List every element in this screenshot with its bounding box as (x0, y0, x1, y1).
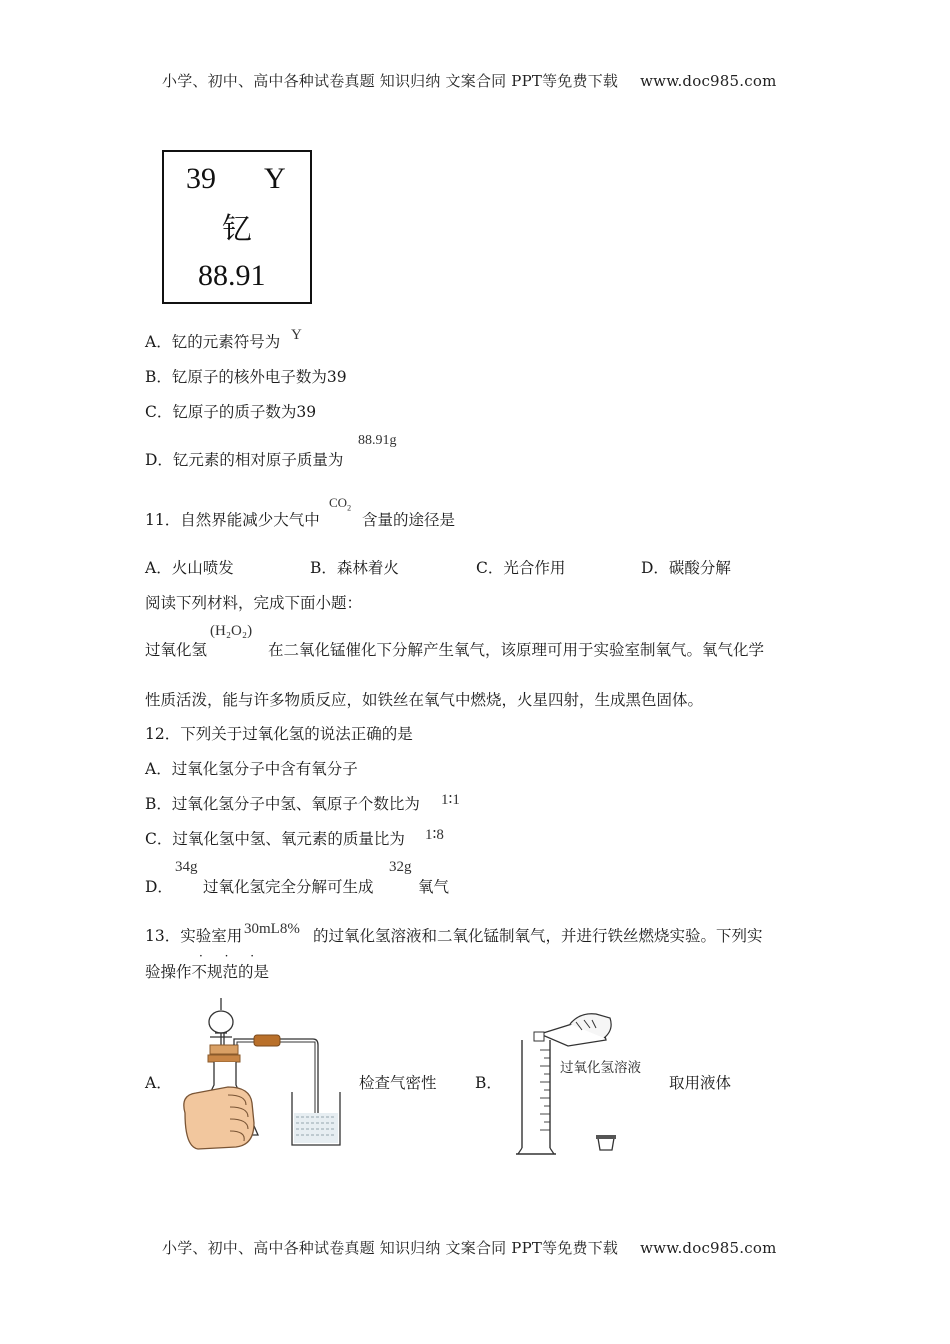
q13-option-b-letter: B． (475, 1074, 502, 1092)
q11-option-b: B．森林着火 (310, 559, 399, 577)
q10-option-b: B．钇原子的核外电子数为39 (145, 368, 347, 386)
rubber-stopper (210, 1045, 238, 1054)
element-symbol: Y (264, 162, 286, 195)
q10-option-d-formula: 88.91g (358, 433, 397, 448)
q12-option-a: A．过氧化氢分子中含有氧分子 (145, 760, 358, 778)
q13-stem-line2: 验操作不规范的是 (145, 963, 270, 981)
bottle-stopper (598, 1138, 614, 1150)
q10-option-c: C．钇原子的质子数为39 (145, 403, 317, 421)
footer-url: www.doc985.com (640, 1239, 777, 1257)
q12-option-d-prefix: D． (145, 878, 173, 896)
q11-stem-after: 含量的途径是 (362, 511, 456, 529)
material-formula: (H₂O₂) (210, 623, 253, 639)
q11-option-c: C．光合作用 (476, 559, 566, 577)
header-text: 小学、初中、高中各种试卷真题 知识归纳 文案合同 PPT等免费下载 (162, 72, 619, 90)
q12-option-d-middle: 过氧化氢完全分解可生成 (203, 878, 374, 896)
q12-option-b-formula: 1∶1 (441, 792, 460, 808)
material-intro: 阅读下列材料，完成下面小题： (145, 594, 363, 612)
q12-option-b: B．过氧化氢分子中氢、氧原子个数比为 (145, 795, 420, 813)
q13-option-a-letter: A． (145, 1074, 172, 1092)
q11-formula-main: CO (329, 495, 348, 510)
material-line2: 性质活泼，能与许多物质反应，如铁丝在氧气中燃烧，火星四射，生成黑色固体。 (145, 691, 704, 709)
q13-stem-before: 13．实验室用 (145, 927, 243, 945)
q10-option-d: D．钇元素的相对原子质量为 (145, 451, 344, 469)
q12-option-c: C．过氧化氢中氢、氧元素的质量比为 (145, 830, 405, 848)
q12-stem: 12．下列关于过氧化氢的说法正确的是 (145, 725, 413, 743)
q11-option-d: D．碳酸分解 (641, 559, 731, 577)
airtightness-check-figure (180, 995, 350, 1160)
q13-option-b-caption: 取用液体 (669, 1074, 732, 1092)
q11-stem-before: 11．自然界能减少大气中 (145, 511, 320, 529)
atomic-number: 39 (186, 162, 216, 195)
q12-option-d-formula1: 34g (175, 859, 198, 875)
q10-option-a-label: A．钇的元素符号为 (145, 333, 281, 351)
header-url: www.doc985.com (640, 72, 777, 90)
q12-option-d-formula2: 32g (389, 859, 412, 875)
material-line1-after: 在二氧化锰催化下分解产生氧气，该原理可用于实验室制氧气。氧气化学 (268, 641, 765, 659)
q10-option-a (145, 330, 280, 352)
q11-formula-sub: 2 (347, 503, 352, 513)
q10-option-a-formula: Y (291, 327, 302, 343)
emphasis-dots: · · · (199, 949, 264, 963)
page-header (162, 70, 777, 91)
q11-formula (329, 495, 351, 513)
q12-option-c-formula: 1∶8 (425, 827, 444, 843)
hand-illustration (184, 1087, 254, 1149)
pour-liquid-figure (510, 1010, 660, 1160)
q12-option-d-suffix: 氧气 (418, 878, 450, 896)
graduated-cylinder (522, 1040, 550, 1148)
q13-formula: 30mL8% (244, 921, 300, 937)
bottle-label: 过氧化氢溶液 (560, 1060, 641, 1076)
q13-option-a-caption: 检查气密性 (359, 1074, 437, 1092)
rubber-connector (254, 1035, 280, 1046)
material-line1-before: 过氧化氢 (145, 641, 208, 659)
q11-option-a: A．火山喷发 (145, 559, 234, 577)
footer-text: 小学、初中、高中各种试卷真题 知识归纳 文案合同 PPT等免费下载 (162, 1239, 619, 1257)
element-name: 钇 (222, 212, 252, 247)
page-footer (162, 1237, 777, 1258)
atomic-mass: 88.91 (198, 259, 266, 292)
q13-stem-after: 的过氧化氢溶液和二氧化锰制氧气，并进行铁丝燃烧实验。下列实 (313, 927, 763, 945)
element-card (162, 150, 312, 304)
